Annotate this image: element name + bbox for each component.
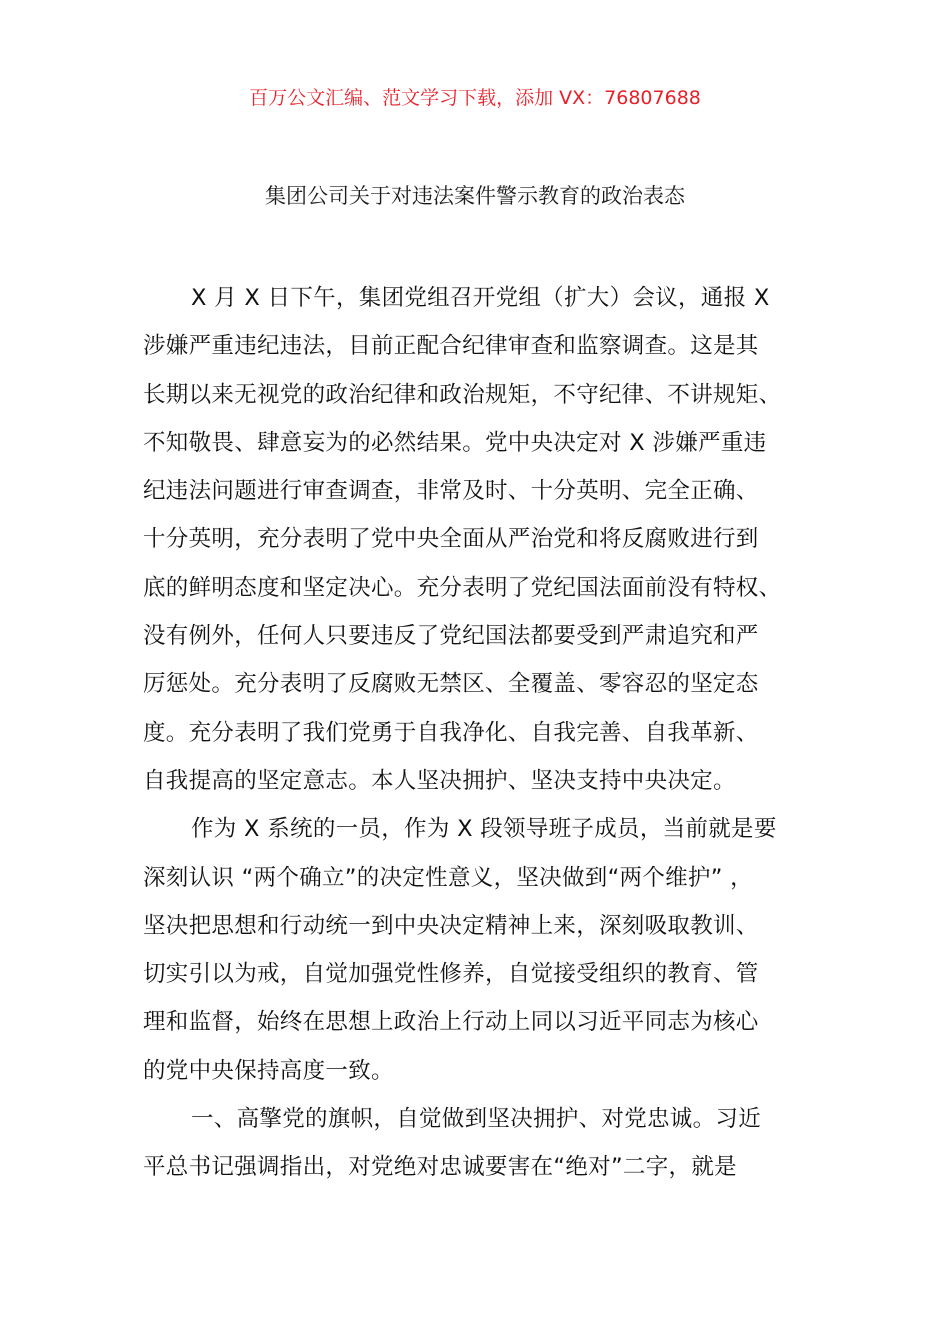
body-line: 的党中央保持高度一致。 [143, 1057, 394, 1084]
body-line: 一、高擎党的旗帜，自觉做到坚决拥护、对党忠诚。习近 [191, 1106, 762, 1133]
document-body [143, 274, 815, 1192]
body-line: 坚决把思想和行动统一到中央决定精神上来，深刻吸取教训、 [143, 912, 759, 939]
body-line: 理和监督，始终在思想上政治上行动上同以习近平同志为核心 [143, 1009, 759, 1036]
body-line: 长期以来无视党的政治纪律和政治规矩，不守纪律、不讲规矩、 [143, 381, 782, 408]
body-line: 底的鲜明态度和坚定决心。充分表明了党纪国法面前没有特权、 [143, 574, 782, 601]
body-line: 纪违法问题进行审查调查，非常及时、十分英明、完全正确、 [143, 478, 759, 505]
body-line: 自我提高的坚定意志。本人坚决拥护、坚决支持中央决定。 [143, 767, 736, 794]
body-line: 度。充分表明了我们党勇于自我净化、自我完善、自我革新、 [143, 719, 759, 746]
body-line: 切实引以为戒，自觉加强党性修养，自觉接受组织的教育、管 [143, 961, 759, 988]
watermark-banner: 百万公文汇编、范文学习下载，添加 VX：76807688 [249, 87, 701, 109]
body-line: X 月 X 日下午，集团党组召开党组（扩大）会议，通报 X [191, 285, 770, 311]
body-line: 十分英明，充分表明了党中央全面从严治党和将反腐败进行到 [143, 526, 759, 553]
body-line: 涉嫌严重违纪违法，目前正配合纪律审查和监察调查。这是其 [143, 333, 759, 360]
body-line: 深刻认识 “两个确立”的决定性意义，坚决做到“两个维护” ， [143, 864, 753, 891]
body-line: 作为 X 系统的一员，作为 X 段领导班子成员，当前就是要 [191, 816, 777, 843]
body-line: 平总书记强调指出，对党绝对忠诚要害在“绝对”二字，就是 [143, 1154, 737, 1181]
body-line: 没有例外，任何人只要违反了党纪国法都要受到严肃追究和严 [143, 623, 759, 650]
body-line: 不知敬畏、肆意妄为的必然结果。党中央决定对 X 涉嫌严重违 [143, 429, 767, 456]
document-title: 集团公司关于对违法案件警示教育的政治表态 [265, 184, 685, 208]
body-line: 厉惩处。充分表明了反腐败无禁区、全覆盖、零容忍的坚定态 [143, 671, 759, 698]
